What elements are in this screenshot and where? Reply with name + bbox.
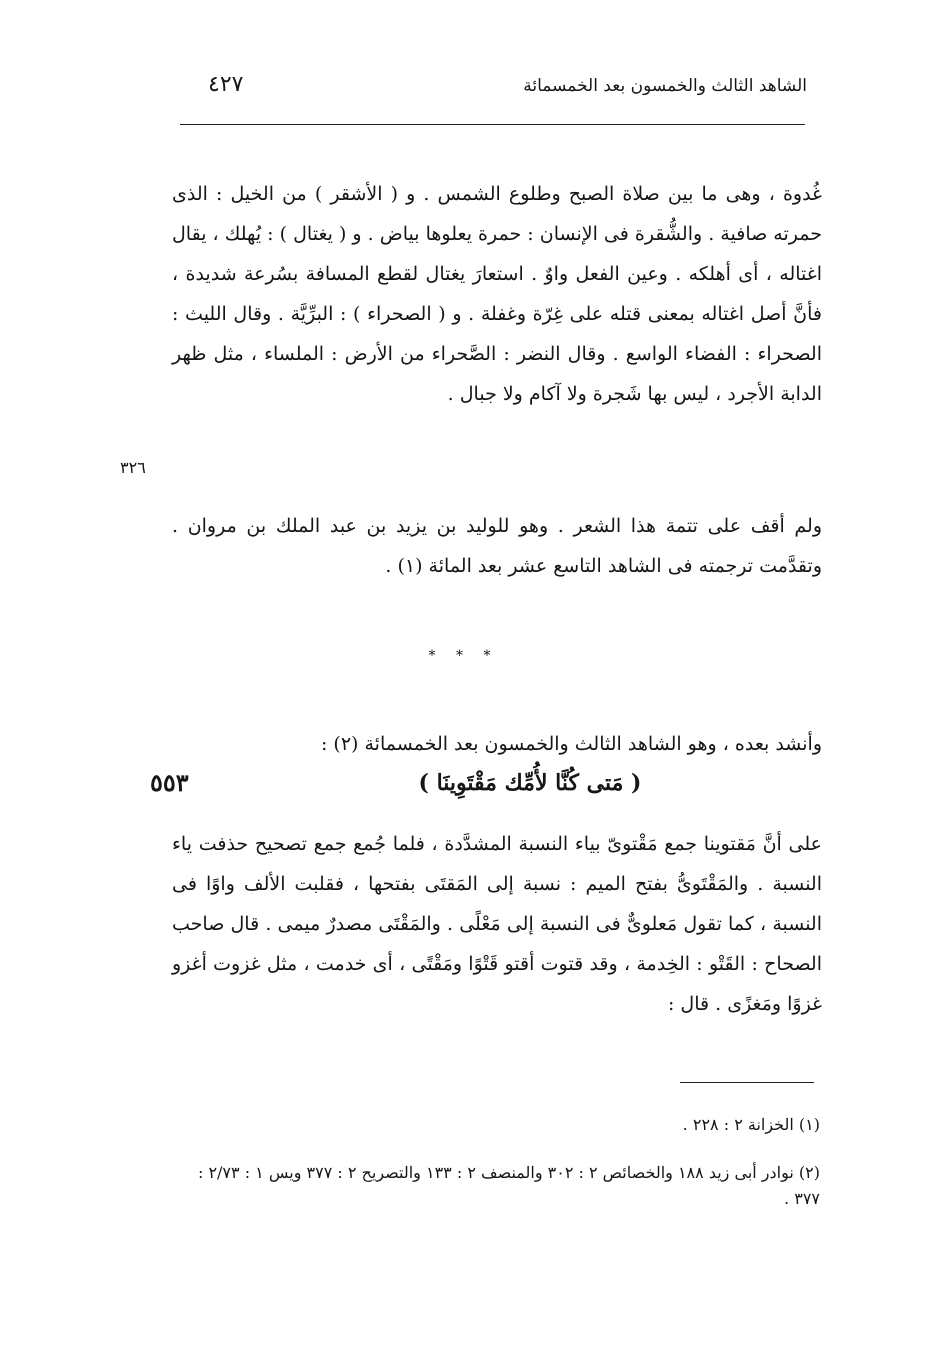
verse-line: ( مَتى كُنَّا لأُمِّك مَقْتَوِينَا ) — [418, 770, 642, 796]
header-divider — [180, 124, 805, 125]
verse-number: ٥٥٣ — [150, 768, 189, 797]
footnote-2: (٢) نوادر أبى زيد ١٨٨ والخصائص ٢ : ٣٠٢ والمنصف ٢ : ١٣٣ والتصريح ٢ : ٣٧٧ ويس ١ : ٢/٧٣ : ٣٧٧ . — [197, 1163, 820, 1208]
footnote-divider — [680, 1082, 814, 1083]
running-header-title: الشاهد الثالث والخمسون بعد الخمسمائة — [523, 76, 807, 96]
section-separator: * * * — [428, 648, 499, 664]
margin-reference-number: ٣٢٦ — [120, 458, 146, 477]
commentary-paragraph-2: ولم أقف على تتمة هذا الشعر . وهو للوليد بن يزيد بن عبد الملك بن مروان . وتقدَّمت ترجمته فى الشاهد التاسع عشر بعد المائة (١) . — [172, 515, 822, 577]
verse-introduction: وأنشد بعده ، وهو الشاهد الثالث والخمسون بعد الخمسمائة (٢) : — [320, 733, 822, 755]
page-number: ٤٢٧ — [208, 72, 244, 97]
footnote-1: (١) الخزانة ٢ : ٢٢٨ . — [682, 1115, 820, 1134]
commentary-paragraph-3: على أنَّ مَقتوينا جمع مَقْتوىّ بياء النسبة المشدَّدة ، فلما جُمع جمع تصحيح حذفت ياء النسبة . والمَقْتَوىُّ بفتح الميم : نسبة إلى المَقتَى بفتحها ، فقلبت الألف واوًا فى النسبة ، كما تقول مَعلوىٌّ فى النسبة إلى مَعْلًى . والمَقْتَى مصدرٌ ميمى . قال صاحب الصحاح : القَتْو : الخِدمة ، وقد قتوت أقتو قَتْوًا ومَقْتًى ، أى خدمت ، مثل غزوت أغزو غزوًا ومَغزًى . قال : — [172, 833, 822, 1015]
commentary-paragraph-1: غُدوة ، وهى ما بين صلاة الصبح وطلوع الشمس . و ( الأشقر ) من الخيل : الذى حمرته صافية . والشُّقرة فى الإنسان : حمرة يعلوها بياض . و ( يغتال ) : يُهلك ، يقال اغتاله ، أى أهلكه . وعين الفعل واوٌ . استعارَ يغتال لقطع المسافة بسُرعة شديدة ، فأنَّ أصل اغتاله بمعنى قتله على غِرّة وغفلة . و ( الصحراء ) : البرِّيَّة . وقال الليث : الصحراء : الفضاء الواسع . وقال النضر : الصَّحراء من الأرض : الملساء ، مثل ظهر الدابة الأجرد ، ليس بها شَجرة ولا آكام ولا جبال . — [172, 183, 822, 405]
